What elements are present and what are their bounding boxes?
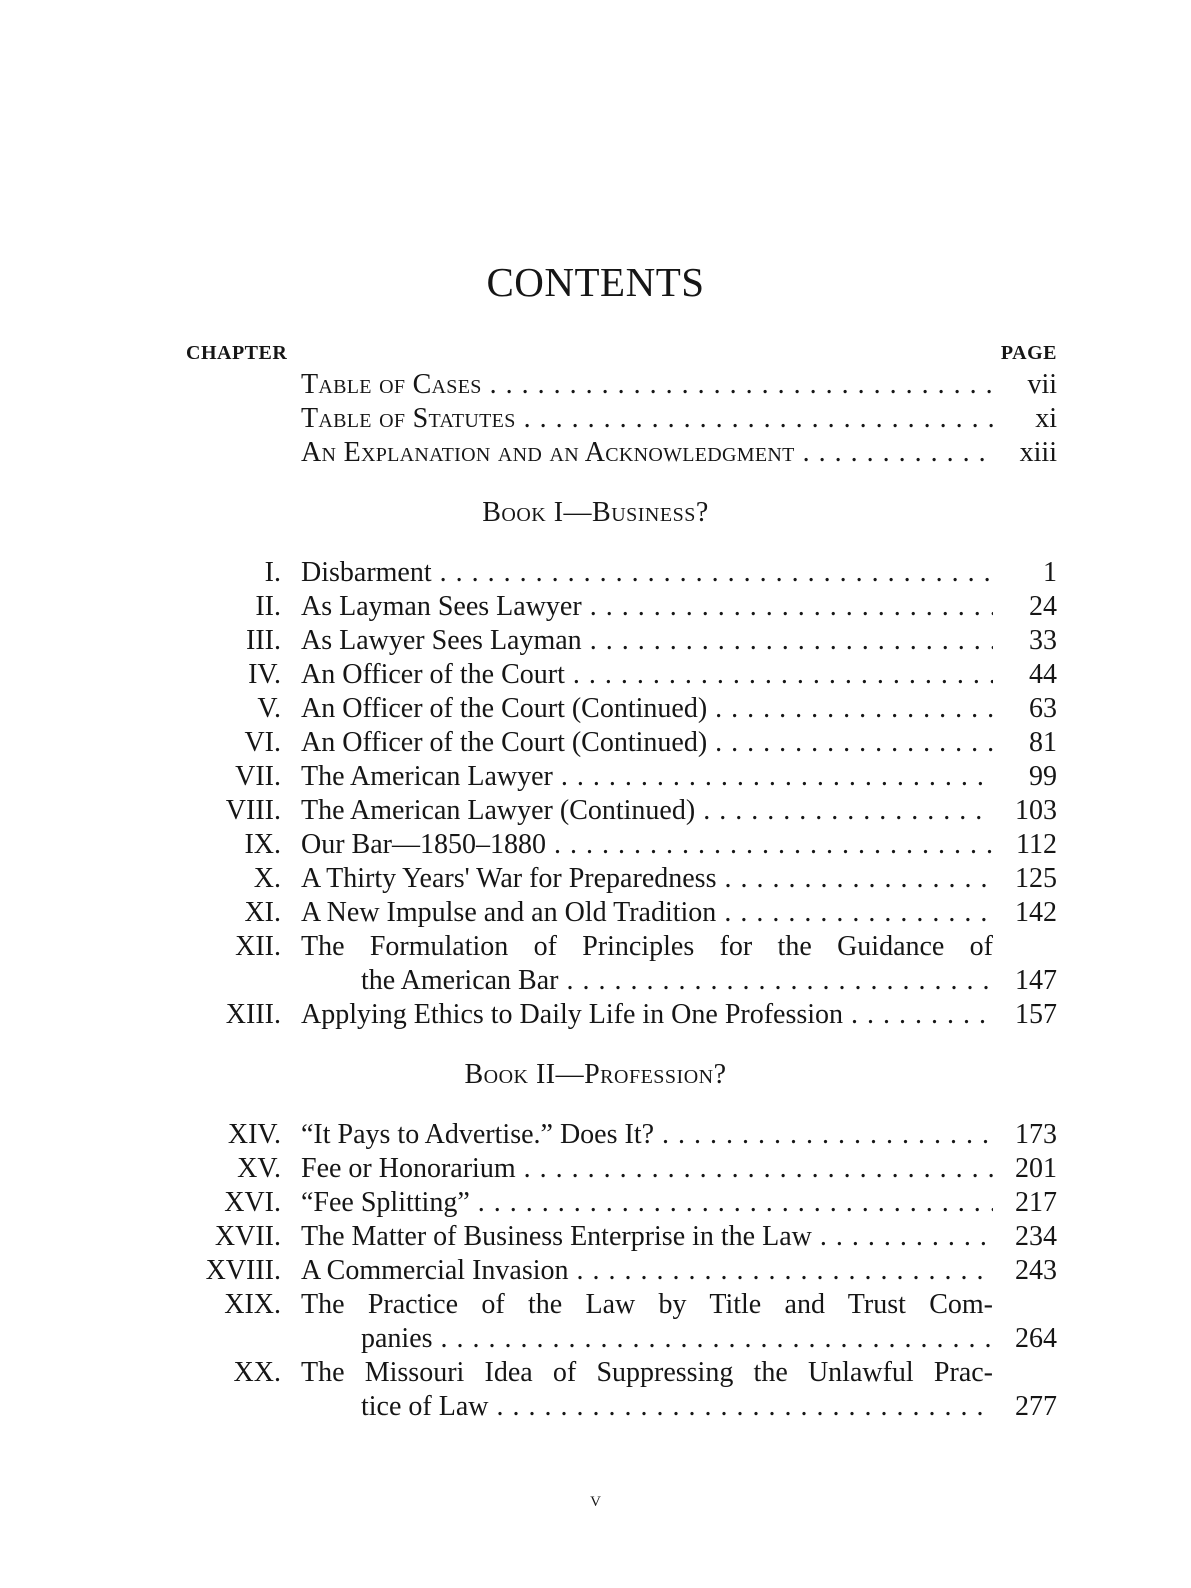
chapter-page: 112: [1016, 829, 1057, 860]
chapter-page: 99: [1029, 761, 1057, 792]
chapter-number: II.: [255, 591, 281, 622]
chapter-number: IV.: [248, 659, 281, 690]
chapter-page: 63: [1029, 693, 1057, 724]
chapter-entry: [0, 624, 1191, 658]
chapter-page: 24: [1029, 591, 1057, 622]
page-title: CONTENTS: [486, 259, 705, 305]
entry-page: xi: [1035, 403, 1057, 434]
chapter-entry: [0, 896, 1191, 930]
chapter-title: An Officer of the Court (Continued) . . .: [301, 726, 993, 760]
chapter-number: XII.: [235, 931, 281, 962]
chapter-number: XVIII.: [205, 1255, 281, 1286]
chapter-number: XV.: [237, 1153, 281, 1184]
book-heading: Book II—Profession?: [464, 1059, 727, 1090]
chapter-title: Fee or Honorarium . . .: [301, 1152, 993, 1186]
chapter-page: 1: [1043, 557, 1057, 588]
chapter-entry: [0, 1118, 1191, 1152]
chapter-page: 217: [1015, 1187, 1057, 1218]
chapter-title: “Fee Splitting” . . .: [301, 1186, 993, 1220]
front-matter-entry: [0, 368, 1191, 402]
entry-page: vii: [1027, 369, 1057, 400]
chapter-title: An Officer of the Court . . .: [301, 658, 993, 692]
chapter-page: 201: [1015, 1153, 1057, 1184]
chapter-number: III.: [246, 625, 281, 656]
chapter-title: Applying Ethics to Daily Life in One Profession . . .: [301, 998, 993, 1032]
chapter-number: IX.: [244, 829, 281, 860]
chapter-entry: [0, 1220, 1191, 1254]
chapter-title: As Layman Sees Lawyer . . .: [301, 590, 993, 624]
contents-list: [0, 368, 1191, 1424]
chapter-page: 264: [1015, 1323, 1057, 1354]
page-folio: v: [590, 1486, 601, 1511]
chapter-title-line-1: The Practice of the Law by Title and Trust Com-: [301, 1289, 993, 1320]
chapter-number: VII.: [235, 761, 281, 792]
chapter-number: VI.: [244, 727, 281, 758]
chapter-title-line-2: panies . . .: [361, 1322, 993, 1356]
chapter-title: Our Bar—1850–1880 . . .: [301, 828, 993, 862]
chapter-entry: [0, 692, 1191, 726]
chapter-number: VIII.: [225, 795, 281, 826]
chapter-page: 147: [1015, 965, 1057, 996]
chapter-title: An Officer of the Court (Continued) . . .: [301, 692, 993, 726]
chapter-entry: [0, 930, 1191, 964]
chapter-title: Disbarment . . .: [301, 556, 993, 590]
chapter-entry: [0, 828, 1191, 862]
chapter-entry-continuation: [0, 1322, 1191, 1356]
chapter-title: A New Impulse and an Old Tradition . . .: [301, 896, 993, 930]
chapter-entry: [0, 1288, 1191, 1322]
chapter-page: 277: [1015, 1391, 1057, 1422]
chapter-number: XVII.: [214, 1221, 281, 1252]
chapter-title: A Commercial Invasion . . .: [301, 1254, 993, 1288]
chapter-page: 234: [1015, 1221, 1057, 1252]
chapter-entry: [0, 862, 1191, 896]
chapter-number: XI.: [244, 897, 281, 928]
page-column-header: PAGE: [1000, 342, 1057, 364]
chapter-page: 243: [1015, 1255, 1057, 1286]
front-matter-entry: [0, 436, 1191, 470]
chapter-entry: [0, 590, 1191, 624]
chapter-entry: [0, 1254, 1191, 1288]
chapter-entry: [0, 1186, 1191, 1220]
chapter-title: As Lawyer Sees Layman . . .: [301, 624, 993, 658]
chapter-page: 81: [1029, 727, 1057, 758]
front-matter-entry: [0, 402, 1191, 436]
chapter-page: 103: [1015, 795, 1057, 826]
chapter-number: XX.: [233, 1357, 281, 1388]
chapter-entry: [0, 998, 1191, 1032]
chapter-number: XVI.: [224, 1187, 281, 1218]
chapter-entry: [0, 556, 1191, 590]
chapter-title: The American Lawyer . . .: [301, 760, 993, 794]
entry-page: xiii: [1019, 437, 1057, 468]
entry-title: Table of Statutes . . .: [301, 402, 993, 436]
chapter-page: 33: [1029, 625, 1057, 656]
chapter-entry: [0, 794, 1191, 828]
chapter-title-line-2: the American Bar . . .: [361, 964, 993, 998]
chapter-entry: [0, 1152, 1191, 1186]
chapter-title: “It Pays to Advertise.” Does It? . . .: [301, 1118, 993, 1152]
chapter-number: XIV.: [227, 1119, 281, 1150]
entry-title: An Explanation and an Acknowledgment . . .: [301, 436, 993, 470]
chapter-entry: [0, 658, 1191, 692]
chapter-number: X.: [253, 863, 281, 894]
chapter-title: A Thirty Years' War for Preparedness . . .: [301, 862, 993, 896]
chapter-title: The Matter of Business Enterprise in the Law . . .: [301, 1220, 993, 1254]
chapter-column-header: CHAPTER: [186, 342, 288, 364]
chapter-entry: [0, 760, 1191, 794]
chapter-number: V.: [257, 693, 281, 724]
chapter-title-line-1: The Missouri Idea of Suppressing the Unlawful Prac-: [301, 1357, 993, 1388]
chapter-title-line-2: tice of Law . . .: [361, 1390, 993, 1424]
chapter-page: 173: [1015, 1119, 1057, 1150]
book-heading: Book I—Business?: [482, 497, 709, 528]
chapter-entry: [0, 1356, 1191, 1390]
entry-title: Table of Cases . . .: [301, 368, 993, 402]
chapter-page: 142: [1015, 897, 1057, 928]
chapter-entry-continuation: [0, 964, 1191, 998]
chapter-number: XIX.: [224, 1289, 281, 1320]
chapter-number: I.: [264, 557, 281, 588]
chapter-page: 44: [1029, 659, 1057, 690]
chapter-title-line-1: The Formulation of Principles for the Guidance of: [301, 931, 993, 962]
chapter-page: 157: [1015, 999, 1057, 1030]
chapter-entry-continuation: [0, 1390, 1191, 1424]
chapter-entry: [0, 726, 1191, 760]
chapter-page: 125: [1015, 863, 1057, 894]
chapter-title: The American Lawyer (Continued) . . .: [301, 794, 993, 828]
chapter-number: XIII.: [225, 999, 281, 1030]
